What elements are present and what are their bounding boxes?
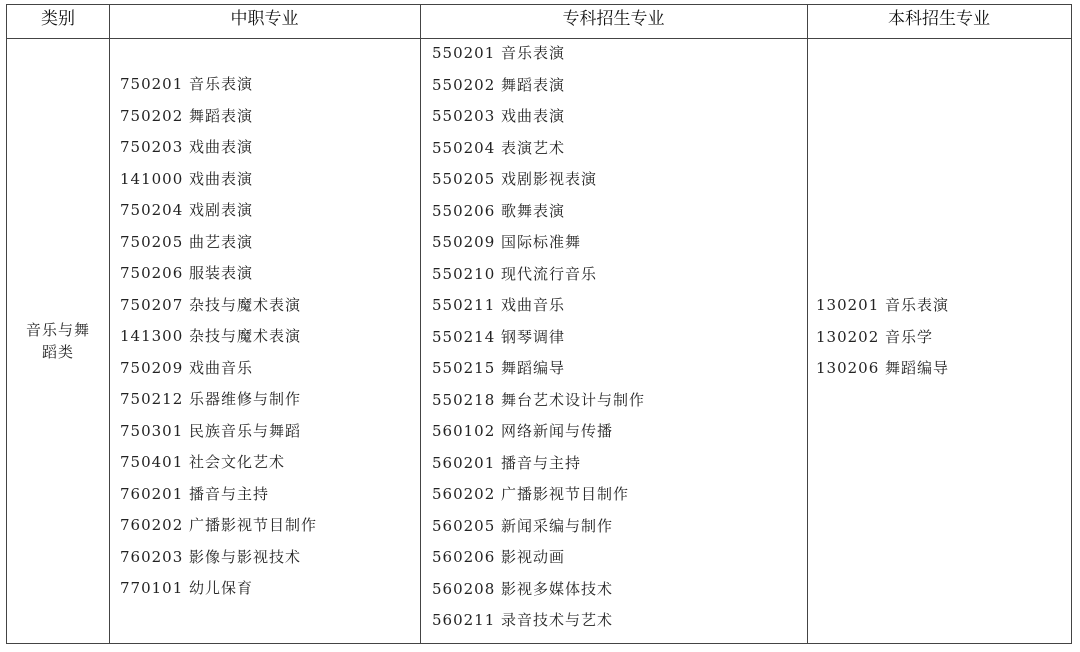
major-item: 750206 服装表演 <box>120 264 254 282</box>
category-label: 音乐与舞蹈类 <box>25 321 90 361</box>
major-item: 550203 戏曲表演 <box>432 107 566 125</box>
major-item: 550202 舞蹈表演 <box>432 75 566 94</box>
major-item: 750209 戏曲音乐 <box>120 358 254 377</box>
major-item: 750204 戏剧表演 <box>120 201 254 219</box>
major-item: 550214 钢琴调律 <box>432 327 566 346</box>
major-item: 750205 曲艺表演 <box>120 232 254 251</box>
major-item: 750203 戏曲表演 <box>120 138 254 156</box>
major-item: 760201 播音与主持 <box>120 484 270 503</box>
column-divider <box>109 5 110 643</box>
major-item: 760202 广播影视节目制作 <box>120 516 318 534</box>
major-item: 770101 幼儿保育 <box>120 579 254 597</box>
major-item: 560102 网络新闻与传播 <box>432 422 614 440</box>
major-item: 760203 影像与影视技术 <box>120 547 302 566</box>
major-item: 560202 广播影视节目制作 <box>432 485 630 503</box>
majors-table <box>6 4 1072 644</box>
major-item: 550210 现代流行音乐 <box>432 264 598 283</box>
major-item: 550211 戏曲音乐 <box>432 296 566 314</box>
header-category: 类别 <box>41 9 75 29</box>
major-item: 750301 民族音乐与舞蹈 <box>120 421 302 440</box>
major-item: 560211 录音技术与艺术 <box>432 611 614 629</box>
major-item: 130206 舞蹈编导 <box>816 359 950 377</box>
major-item: 130201 音乐表演 <box>816 296 950 314</box>
major-item: 550204 表演艺术 <box>432 138 566 157</box>
major-item: 560201 播音与主持 <box>432 453 582 472</box>
major-item: 550215 舞蹈编导 <box>432 359 566 377</box>
major-item: 560208 影视多媒体技术 <box>432 579 614 598</box>
header-secondary-majors: 中职专业 <box>230 9 299 29</box>
major-item: 550206 歌舞表演 <box>432 201 566 220</box>
major-item: 750201 音乐表演 <box>120 75 254 93</box>
major-item: 141000 戏曲表演 <box>120 169 254 188</box>
major-item: 550201 音乐表演 <box>432 44 566 62</box>
major-item: 750202 舞蹈表演 <box>120 106 254 125</box>
major-item: 750207 杂技与魔术表演 <box>120 295 302 314</box>
header-undergrad-majors: 本科招生专业 <box>888 9 990 29</box>
major-item: 750212 乐器维修与制作 <box>120 390 302 408</box>
major-item: 130202 音乐学 <box>816 327 934 346</box>
major-item: 560206 影视动画 <box>432 548 566 566</box>
header-college-majors: 专科招生专业 <box>562 9 665 29</box>
column-divider <box>420 5 421 643</box>
major-item: 560205 新闻采编与制作 <box>432 516 614 535</box>
table-header-row <box>7 5 1071 39</box>
major-item: 141300 杂技与魔术表演 <box>120 327 302 345</box>
major-item: 550218 舞台艺术设计与制作 <box>432 390 646 409</box>
column-divider <box>807 5 808 643</box>
major-item: 550205 戏剧影视表演 <box>432 170 598 188</box>
category-cell <box>7 39 109 643</box>
major-item: 750401 社会文化艺术 <box>120 453 286 471</box>
major-item: 550209 国际标准舞 <box>432 233 582 251</box>
